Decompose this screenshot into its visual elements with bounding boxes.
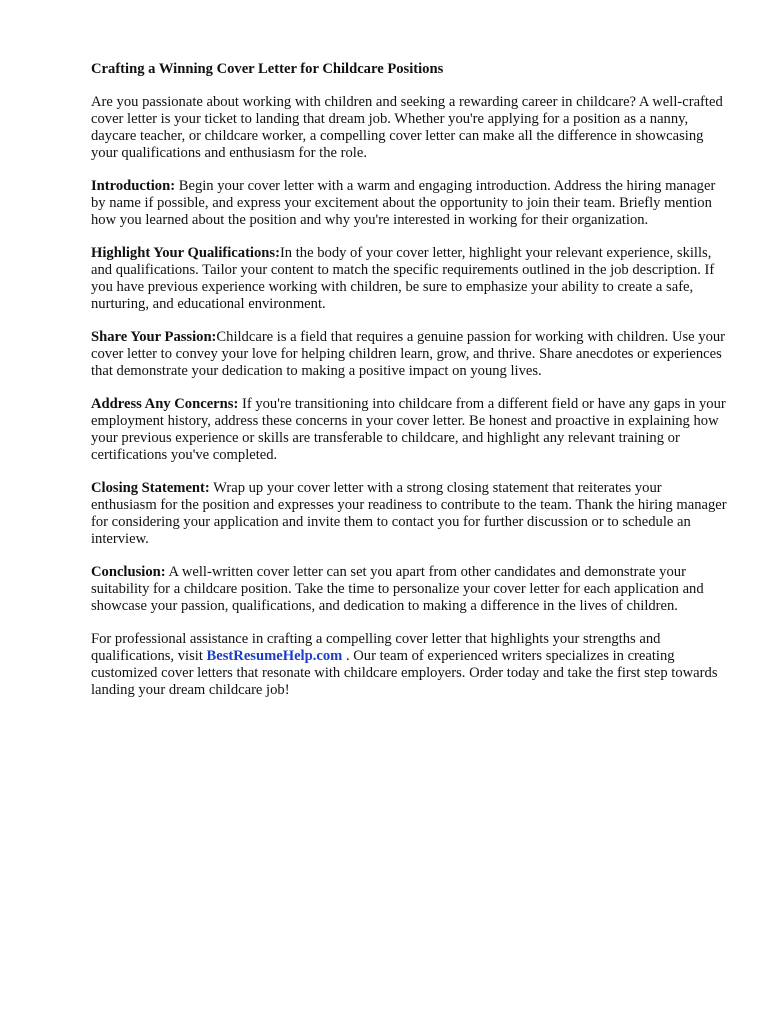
bestresumehelp-link[interactable]: BestResumeHelp.com bbox=[206, 648, 343, 664]
section-address-concerns bbox=[91, 396, 727, 464]
section-body: Begin your cover letter with a warm and engaging introduction. Address the hiring manager by name if possible, and express your excitement about the opportunity to join their team. Briefly mention how you learned about the position and why you're interested in working for their organization. bbox=[91, 178, 716, 228]
section-introduction bbox=[91, 178, 727, 229]
section-conclusion bbox=[91, 564, 727, 615]
section-heading: Share Your Passion: bbox=[91, 329, 217, 345]
section-closing-statement bbox=[91, 480, 727, 548]
section-highlight-qualifications bbox=[91, 245, 727, 313]
closing-text-before-link: For professional assistance in crafting a compelling cover letter that highlights your strengths and qualifications, visit bbox=[91, 631, 661, 664]
section-body: Wrap up your cover letter with a strong closing statement that reiterates your enthusiasm for the position and expresses your readiness to contribute to the team. Thank the hiring manager for considering your application and invite them to contact you for further discussion or to schedule an interview. bbox=[91, 480, 727, 547]
document-title: Crafting a Winning Cover Letter for Childcare Positions bbox=[91, 61, 444, 77]
section-heading: Address Any Concerns: bbox=[91, 396, 239, 412]
closing-paragraph bbox=[91, 631, 727, 699]
section-heading: Closing Statement: bbox=[91, 480, 210, 496]
section-share-passion bbox=[91, 329, 727, 380]
section-heading: Introduction: bbox=[91, 178, 176, 194]
section-body: Childcare is a field that requires a genuine passion for working with children. Use your cover letter to convey your love for helping children learn, grow, and thrive. Share anecdotes or experiences that demonstrate your dedication to making a positive impact on young lives. bbox=[91, 329, 726, 379]
document-page bbox=[91, 61, 727, 715]
section-body: If you're transitioning into childcare from a different field or have any gaps in your employment history, address these concerns in your cover letter. Be honest and proactive in explaining how your previous experience or skills are transferable to childcare, and highlight any relevant training or certifications you've completed. bbox=[91, 396, 726, 463]
section-body: In the body of your cover letter, highlight your relevant experience, skills, and qualifications. Tailor your content to match the specific requirements outlined in the job description. If you have previous experience working with children, be sure to emphasize your ability to create a safe, nurturing, and educational environment. bbox=[91, 245, 715, 312]
closing-text-after-link: . Our team of experienced writers specializes in creating customized cover letters that resonate with childcare employers. Order today and take the first step towards landing your dream childcare job! bbox=[91, 648, 718, 698]
section-heading: Highlight Your Qualifications: bbox=[91, 245, 280, 261]
section-heading: Conclusion: bbox=[91, 564, 166, 580]
intro-paragraph: Are you passionate about working with children and seeking a rewarding career in childcare? A well-crafted cover letter is your ticket to landing that dream job. Whether you're applying for a position as a nanny, daycare teacher, or childcare worker, a compelling cover letter can make all the difference in showcasing your qualifications and enthusiasm for the role. bbox=[91, 94, 723, 161]
section-body: A well-written cover letter can set you apart from other candidates and demonstrate your suitability for a childcare position. Take the time to personalize your cover letter for each application and showcase your passion, qualifications, and dedication to making a difference in the lives of children. bbox=[91, 564, 704, 614]
